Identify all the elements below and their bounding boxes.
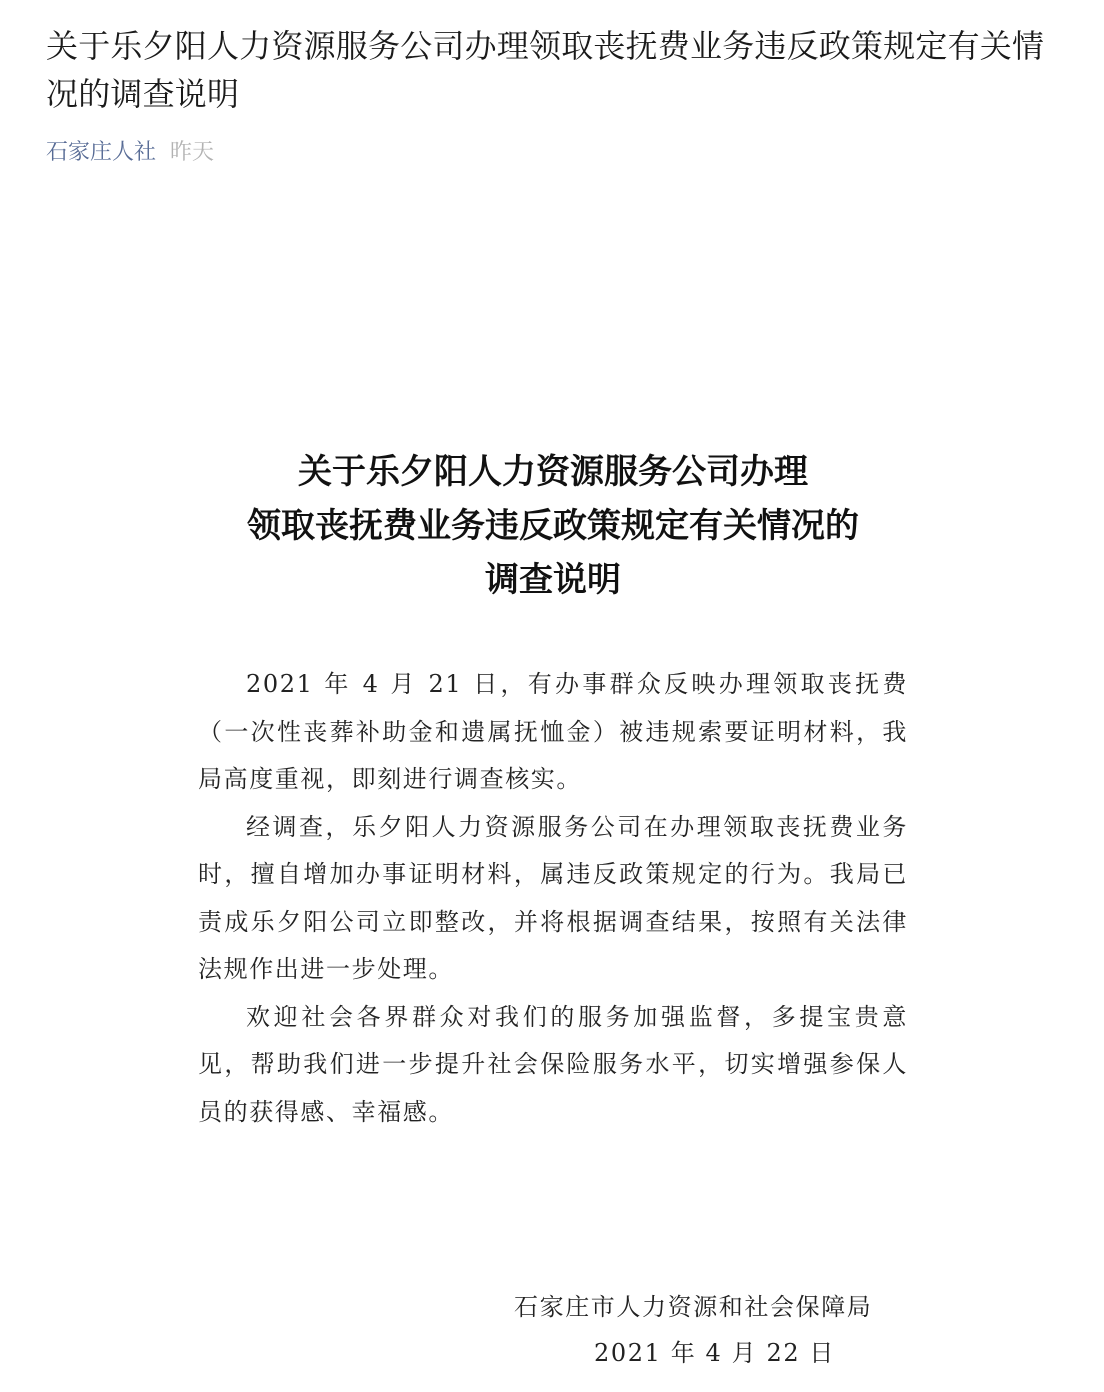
document-paragraph: 欢迎社会各界群众对我们的服务加强监督，多提宝贵意见，帮助我们进一步提升社会保险服务水平，切实增强参保人员的获得感、幸福感。 [198, 1002, 908, 1126]
signature-organization: 石家庄市人力资源和社会保障局 [514, 1293, 873, 1321]
document-title-line-1: 关于乐夕阳人力资源服务公司办理 [298, 452, 808, 492]
document-paragraph: 经调查，乐夕阳人力资源服务公司在办理领取丧抚费业务时，擅自增加办事证明材料，属违反政策规定的行为。我局已责成乐夕阳公司立即整改，并将根据调查结果，按照有关法律法规作出进一步处理。 [198, 812, 908, 983]
article-header [46, 22, 1066, 168]
publish-time: 昨天 [170, 140, 215, 165]
signature-date: 2021 年 4 月 22 日 [594, 1339, 836, 1367]
document-signature [198, 1284, 908, 1376]
article-meta [46, 138, 1066, 168]
document-image [198, 445, 908, 1136]
document-title-line-2: 领取丧抚费业务违反政策规定有关情况的 [247, 506, 859, 546]
document-title [198, 445, 908, 607]
document-title-line-3: 调查说明 [485, 560, 621, 600]
article-title: 关于乐夕阳人力资源服务公司办理领取丧抚费业务违反政策规定有关情况的调查说明 [46, 27, 1045, 113]
document-paragraph: 2021 年 4 月 21 日，有办事群众反映办理领取丧抚费（一次性丧葬补助金和遗属抚恤金）被违规索要证明材料，我局高度重视，即刻进行调查核实。 [198, 670, 908, 793]
document-body [198, 661, 908, 1136]
account-name-link[interactable]: 石家庄人社 [46, 140, 157, 165]
